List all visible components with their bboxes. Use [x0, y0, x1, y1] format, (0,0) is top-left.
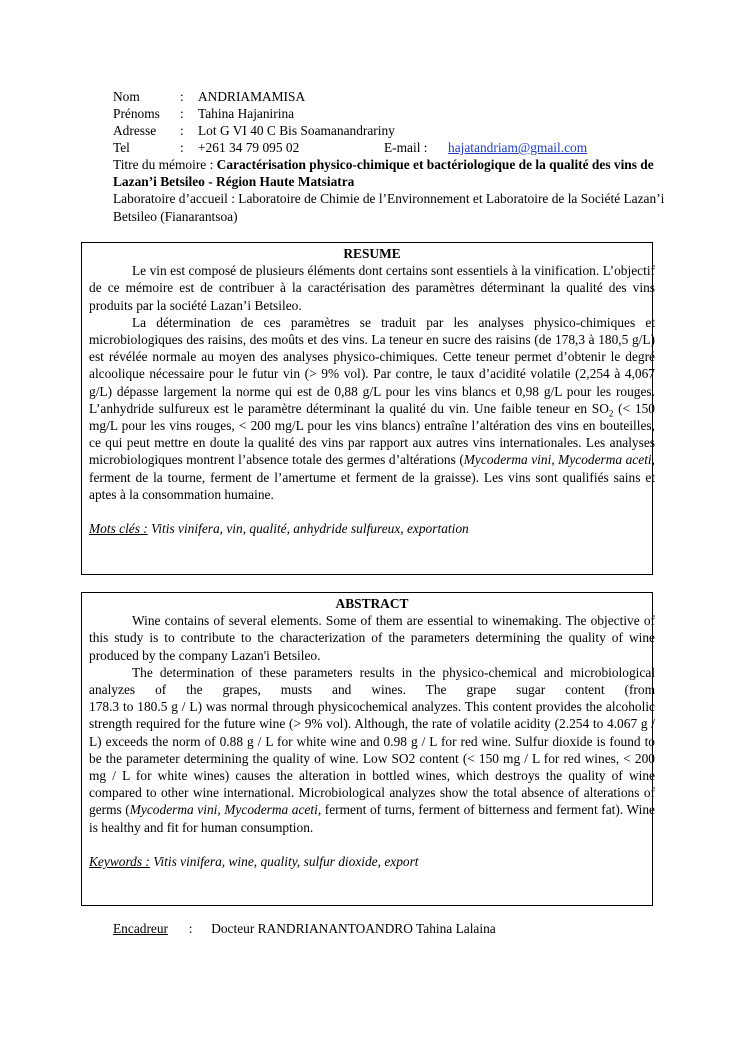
tel-row: [113, 139, 673, 156]
nom-sep: :: [180, 89, 184, 104]
resume-p2-text-c: , ferment de la tourne, ferment de l’amertume et ferment de la graisse). Les vins sont qualifiés sains et aptes à la consommation humaine.: [89, 452, 655, 502]
resume-p2-text-a: La détermination de ces paramètres se traduit par les analyses physico-chimiques et microbiologiques des raisins, des moûts et des vins. La teneur en sucre des raisins (de 178,3 à 180,5 g/L) est révélée normale au moyen des analyses physico-chimiques. Cette teneur permet d’obtenir le degré alcoolique nécessaire pour le futur vin (> 9% vol). Par contre, le taux d’acidité volatile (2,254 à 4,067 g/L) dépasse largement la norme qui est de 0,88 g/L pour les vins blancs et 0,98 g/L pour les rouges. L’anhydride sulfureux est le paramètre déterminant la qualité du vin. Une faible teneur en SO: [89, 314, 655, 416]
email-label: E-mail :: [384, 140, 428, 155]
abstract-paragraph-2a: The determination of these parameters results in the physico-chemical and microbiological analyzes of the grapes, musts and wines. The grape sugar content (from: [89, 664, 655, 698]
thesis-title-label: Titre du mémoire :: [113, 157, 217, 172]
abstract-keywords-label: Keywords :: [89, 853, 150, 869]
supervisor-label: Encadreur: [113, 921, 169, 936]
prenoms-sep: :: [180, 106, 184, 121]
abstract-paragraph-1: Wine contains of several elements. Some of them are essential to winemaking. The objective of this study is to contribute to the characterization of the parameters determining the quality of wine produced by the company Lazan'i Betsileo.: [89, 613, 655, 663]
adresse-value: Lot G VI 40 C Bis Soamanandrariny: [198, 123, 395, 138]
resume-keywords-label: Mots clés :: [89, 521, 148, 537]
resume-paragraph-2: [89, 314, 655, 503]
prenoms-label: Prénoms: [113, 106, 160, 121]
resume-p2-subscript: 2: [608, 408, 614, 419]
abstract-box: [81, 592, 653, 906]
adresse-row: [113, 122, 673, 139]
resume-keywords: [89, 520, 655, 537]
nom-label: Nom: [113, 89, 140, 104]
abstract-p2-text-c: , ferment of turns, ferment of bitterness and ferment fat). Wine is healthy and fit for human consumption.: [89, 802, 655, 835]
thesis-title-value: Caractérisation physico-chimique et bactériologique de la qualité des vins de Lazan’i Betsileo - Région Haute Matsiatra: [113, 157, 654, 190]
abstract-keywords-value: Vitis vinifera, wine, quality, sulfur dioxide, export: [149, 853, 419, 869]
prenoms-row: [113, 105, 673, 122]
resume-title: RESUME: [343, 246, 401, 261]
thesis-title: [113, 156, 673, 190]
resume-p2-species: Mycoderma vini, Mycoderma aceti: [463, 452, 652, 468]
supervisor-value: Docteur RANDRIANANTOANDRO Tahina Lalaina: [211, 921, 496, 936]
abstract-paragraph-2b: [89, 698, 655, 836]
author-info: [113, 88, 673, 225]
email-link[interactable]: hajatandriam@gmail.com: [448, 140, 588, 155]
adresse-sep: :: [180, 123, 184, 138]
abstract-title: ABSTRACT: [335, 596, 409, 611]
supervisor-line: [113, 920, 496, 937]
nom-row: [113, 88, 673, 105]
host-lab: Laboratoire d’accueil : Laboratoire de Chimie de l’Environnement et Laboratoire de la Société Lazan’i Betsileo (Fianarantsoa): [113, 191, 665, 224]
tel-value: +261 34 79 095 02: [198, 140, 300, 155]
nom-value: ANDRIAMAMISA: [198, 89, 306, 104]
resume-paragraph-1: Le vin est composé de plusieurs éléments dont certains sont essentiels à la vinification. L’objectif de ce mémoire est de contribuer à la caractérisation des paramètres déterminant la qualité des vins produits par la société Lazan’i Betsileo.: [89, 263, 655, 313]
tel-label: Tel: [113, 140, 130, 155]
abstract-p2-text-b: 178.3 to 180.5 g / L) was normal through physicochemical analyzes. This content provides the alcoholic strength required for the future wine (> 9% vol). Although, the rate of volatile acidity (2.254 to 4.067 g / L) exceeds the norm of 0.88 g / L for white wine and 0.98 g / L for red wine. Sulfur dioxide is found to be the parameter determining the quality of wine. Low SO2 content (< 150 mg / L for red wines, < 200 mg / L for white wines) causes the alteration in bottled wines, which destroys the quality of wine compared to other wine international. Microbiological analyzes show the total absence of alterations of germs (: [89, 699, 655, 818]
supervisor-sep: :: [188, 921, 193, 936]
resume-keywords-value: Vitis vinifera, vin, qualité, anhydride sulfureux, exportation: [147, 521, 469, 537]
resume-box: [81, 242, 653, 575]
tel-sep: :: [180, 140, 184, 155]
abstract-keywords: [89, 853, 655, 870]
adresse-label: Adresse: [113, 123, 157, 138]
resume-p2-text-b: (< 150 mg/L pour les vins rouges, < 200 mg/L pour les vins blancs) entraîne l’altération des vins en bouteilles, ce qui peut mettre en doute la qualité des vins par rapport aux autres vins internationales. Les analyses microbiologiques montrent l’absence totale des germes d’altérations (: [89, 400, 655, 468]
prenoms-value: Tahina Hajanirina: [198, 106, 295, 121]
abstract-p2-species: Mycoderma vini, Mycoderma aceti: [129, 802, 318, 818]
